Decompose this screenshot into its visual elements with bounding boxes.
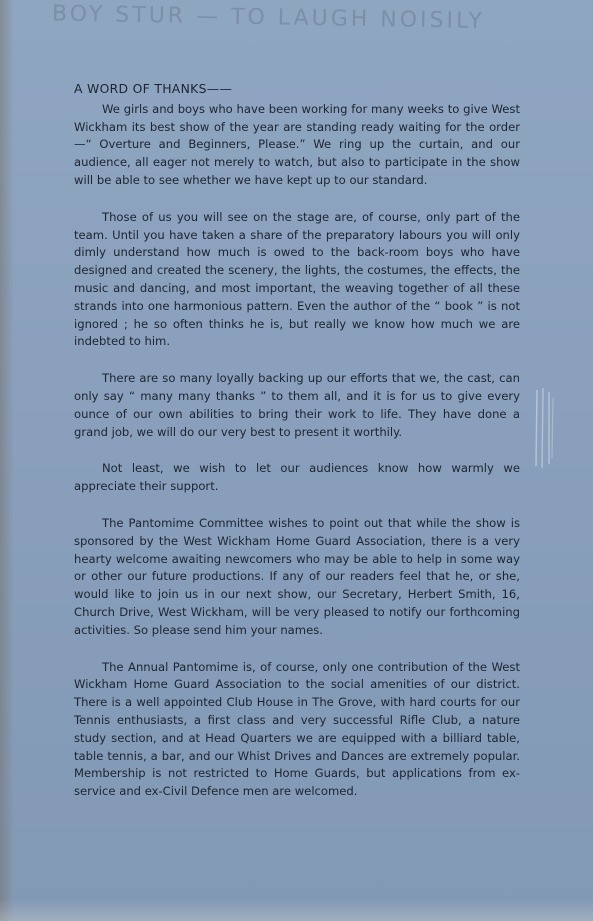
paragraph-committee: The Pantomime Committee wishes to point out that while the show is sponsored by the West Wickham Home Guard Association, there is a very hearty welcome awaiting newcomers who may be able to help in some way or other our future productions. If any of our readers feel that he, or she, would like to join us in our next show, our Secretary, Herbert Smith, 16, Church Drive, West Wickham, will be very pleased to notify our forthcoming activities. So please send him your names. <box>74 515 520 637</box>
paragraph-audiences: Not least, we wish to let our audiences know how warmly we appreciate their support. <box>74 461 520 494</box>
letter-body <box>74 80 520 820</box>
paragraph-thanks: There are so many loyally backing up our efforts that we, the cast, can only say “ many many thanks ” to them all, and it is for us to give every ounce of our own abilities to bring their work to life. They have done a grand job, we will do our very best to present it worthily. <box>74 371 520 439</box>
handwritten-pencil-note: BOY STUR — TO LAUGH NOISILY <box>51 1 485 35</box>
paragraph-team: Those of us you will see on the stage are, of course, only part of the team. Until you have taken a share of the preparatory labours you will only dimly understand how much is owed to the back-room boys who have designed and created the scenery, the lights, the costumes, the effects, the music and dancing, and most important, the weaving together of all these strands into one harmonious pattern. Even the author of the “ book ” is not ignored ; he so often thinks he is, but really we know how much we are indebted to him. <box>74 209 520 349</box>
page-edge-stain <box>0 0 14 921</box>
paragraph-intro: We girls and boys who have been working for many weeks to give West Wickham its best show of the year are standing ready waiting for the order—“ Overture and Beginners, Please.” We ring up the curtain, and our audience, all eager not merely to watch, but also to participate in the show will be able to see whether we have kept up to our standard. <box>74 101 520 187</box>
pencil-tally-marks <box>532 388 556 470</box>
page-title: A WORD OF THANKS—— <box>74 81 233 96</box>
paragraph-association: The Annual Pantomime is, of course, only one contribution of the West Wickham Home Guard Association to the social amenities of our district. There is a well appointed Club House in The Grove, with hard courts for our Tennis enthusiasts, a first class and very successful Rifle Club, a nature study section, and at Head Quarters we are equipped with a billiard table, table tennis, a bar, and our Whist Drives and Dances are extremely popular. Membership is not restricted to Home Guards, but applications from ex-service and ex-Civil Defence men are welcomed. <box>74 659 520 799</box>
page-bottom-wear <box>0 899 593 921</box>
